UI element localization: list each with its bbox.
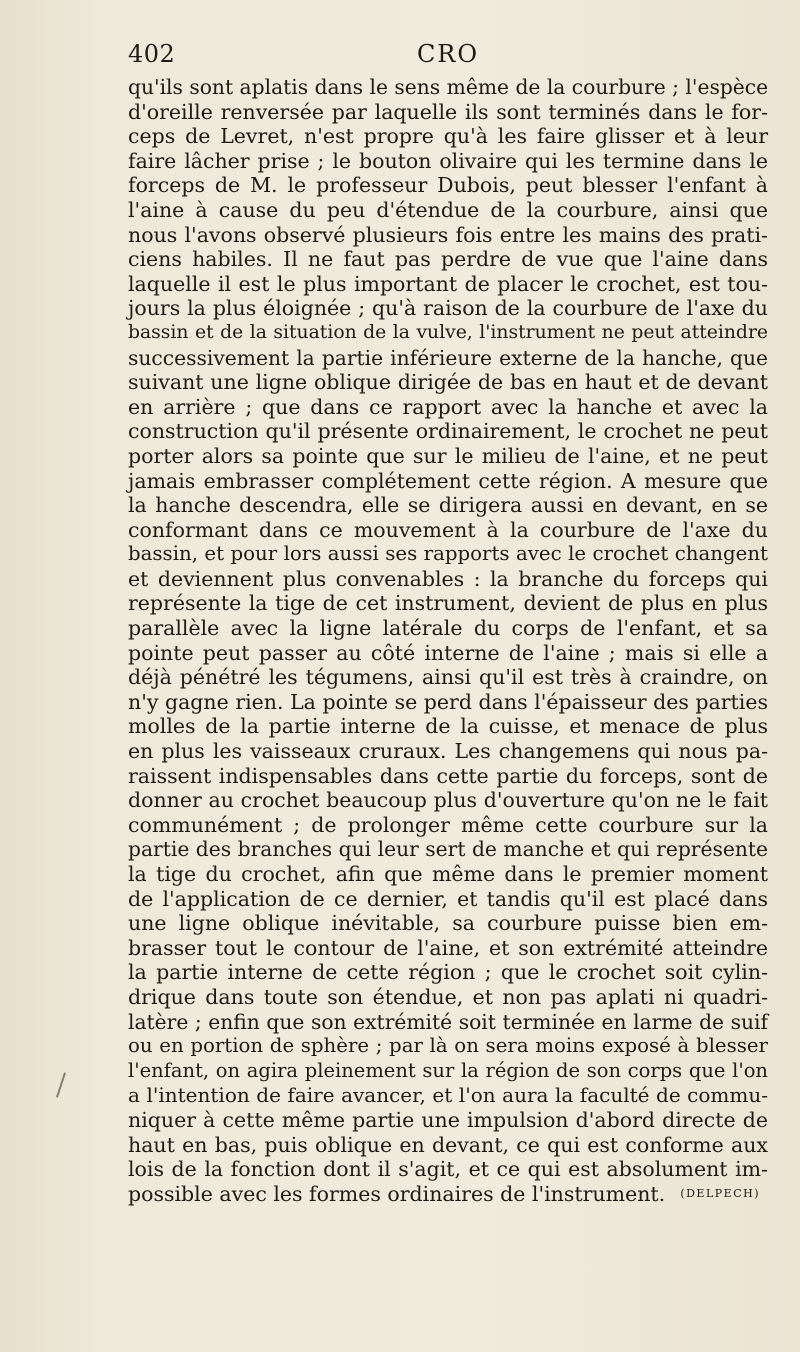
text-line: ou en portion de sphère ; par là on sera moins exposé à blesser <box>128 1034 768 1058</box>
body-text <box>128 75 768 1206</box>
text-line: raissent indispensables dans cette partie du forceps, sont de <box>128 763 768 788</box>
text-line: suivant une ligne oblique dirigée de bas en haut et de devant <box>128 370 768 395</box>
text-line: conformant dans ce mouvement à la courbure de l'axe du <box>128 517 768 542</box>
page-header <box>128 40 768 80</box>
text-line: lois de la fonction dont il s'agit, et ce qui est absolument im- <box>128 1157 768 1182</box>
text-line: déjà pénétré les tégumens, ainsi qu'il est très à craindre, on <box>128 665 768 690</box>
text-line: n'y gagne rien. La pointe se perd dans l'épaisseur des parties <box>128 689 768 714</box>
text-line: ceps de Levret, n'est propre qu'à les faire glisser et à leur <box>128 124 768 149</box>
text-line: et deviennent plus convenables : la branche du forceps qui <box>128 566 768 591</box>
text-line: brasser tout le contour de l'aine, et son extrémité atteindre <box>128 935 768 960</box>
text-line: forceps de M. le professeur Dubois, peut blesser l'enfant à <box>128 173 768 198</box>
text-line: donner au crochet beaucoup plus d'ouverture qu'on ne le fait <box>128 788 768 813</box>
text-line: représente la tige de cet instrument, devient de plus en plus <box>128 591 768 616</box>
text-line: drique dans toute son étendue, et non pas aplati ni quadri- <box>128 984 768 1009</box>
text-line: pointe peut passer au côté interne de l'aine ; mais si elle a <box>128 640 768 665</box>
text-line: qu'ils sont aplatis dans le sens même de la courbure ; l'espèce <box>128 75 769 99</box>
text-line: de l'application de ce dernier, et tandis qu'il est placé dans <box>128 886 768 911</box>
text-line: bassin et de la situation de la vulve, l'instrument ne peut atteindre <box>128 321 768 343</box>
text-line: construction qu'il présente ordinairement, le crochet ne peut <box>128 419 768 444</box>
text-line: successivement la partie inférieure externe de la hanche, que <box>128 345 768 370</box>
text-line-last <box>128 1182 768 1207</box>
text-line: porter alors sa pointe que sur le milieu de l'aine, et ne peut <box>128 443 768 468</box>
text-line: une ligne oblique inévitable, sa courbure puisse bien em- <box>128 911 768 936</box>
text-line: communément ; de prolonger même cette courbure sur la <box>128 812 768 837</box>
text-line: ciens habiles. Il ne faut pas perdre de vue que l'aine dans <box>128 247 768 272</box>
text-line: en plus les vaisseaux cruraux. Les changemens qui nous pa- <box>128 739 768 764</box>
text-line: jours la plus éloignée ; qu'à raison de la courbure de l'axe du <box>128 296 768 321</box>
text-line: d'oreille renversée par laquelle ils sont terminés dans le for- <box>128 99 768 124</box>
text-line: a l'intention de faire avancer, et l'on aura la faculté de commu- <box>128 1083 768 1108</box>
text-line: nous l'avons observé plusieurs fois entre les mains des prati- <box>128 222 768 247</box>
text-line: niquer à cette même partie une impulsion d'abord directe de <box>128 1107 768 1132</box>
text-line: l'enfant, on agira pleinement sur la région de son corps que l'on <box>128 1058 768 1082</box>
text-line: haut en bas, puis oblique en devant, ce qui est conforme aux <box>128 1132 768 1157</box>
text-line: en arrière ; que dans ce rapport avec la hanche et avec la <box>128 394 768 419</box>
text-line: laquelle il est le plus important de placer le crochet, est tou- <box>128 271 768 296</box>
text-line: faire lâcher prise ; le bouton olivaire qui les termine dans le <box>128 148 768 173</box>
text-line: jamais embrasser complétement cette région. A mesure que <box>128 468 768 493</box>
text-line: molles de la partie interne de la cuisse, et menace de plus <box>128 714 768 739</box>
text-line-final: possible avec les formes ordinaires de l'instrument. <box>128 1181 666 1206</box>
text-line: latère ; enfin que son extrémité soit terminée en larme de suif <box>128 1009 768 1034</box>
running-head: CRO <box>416 40 480 68</box>
text-line: la tige du crochet, afin que même dans le premier moment <box>128 862 768 886</box>
text-line: parallèle avec la ligne latérale du corps de l'enfant, et sa <box>128 616 768 641</box>
text-line: la partie interne de cette région ; que le crochet soit cylin- <box>128 960 768 985</box>
page-number: 402 <box>128 40 176 68</box>
text-line: bassin, et pour lors aussi ses rapports avec le crochet changent <box>128 542 768 566</box>
text-line: la hanche descendra, elle se dirigera aussi en devant, en se <box>128 493 768 518</box>
text-line: partie des branches qui leur sert de manche et qui représente <box>128 837 768 862</box>
text-line: l'aine à cause du peu d'étendue de la courbure, ainsi que <box>128 197 768 222</box>
author-signature: (DELPECH) <box>680 1186 760 1200</box>
margin-mark <box>56 1072 66 1097</box>
